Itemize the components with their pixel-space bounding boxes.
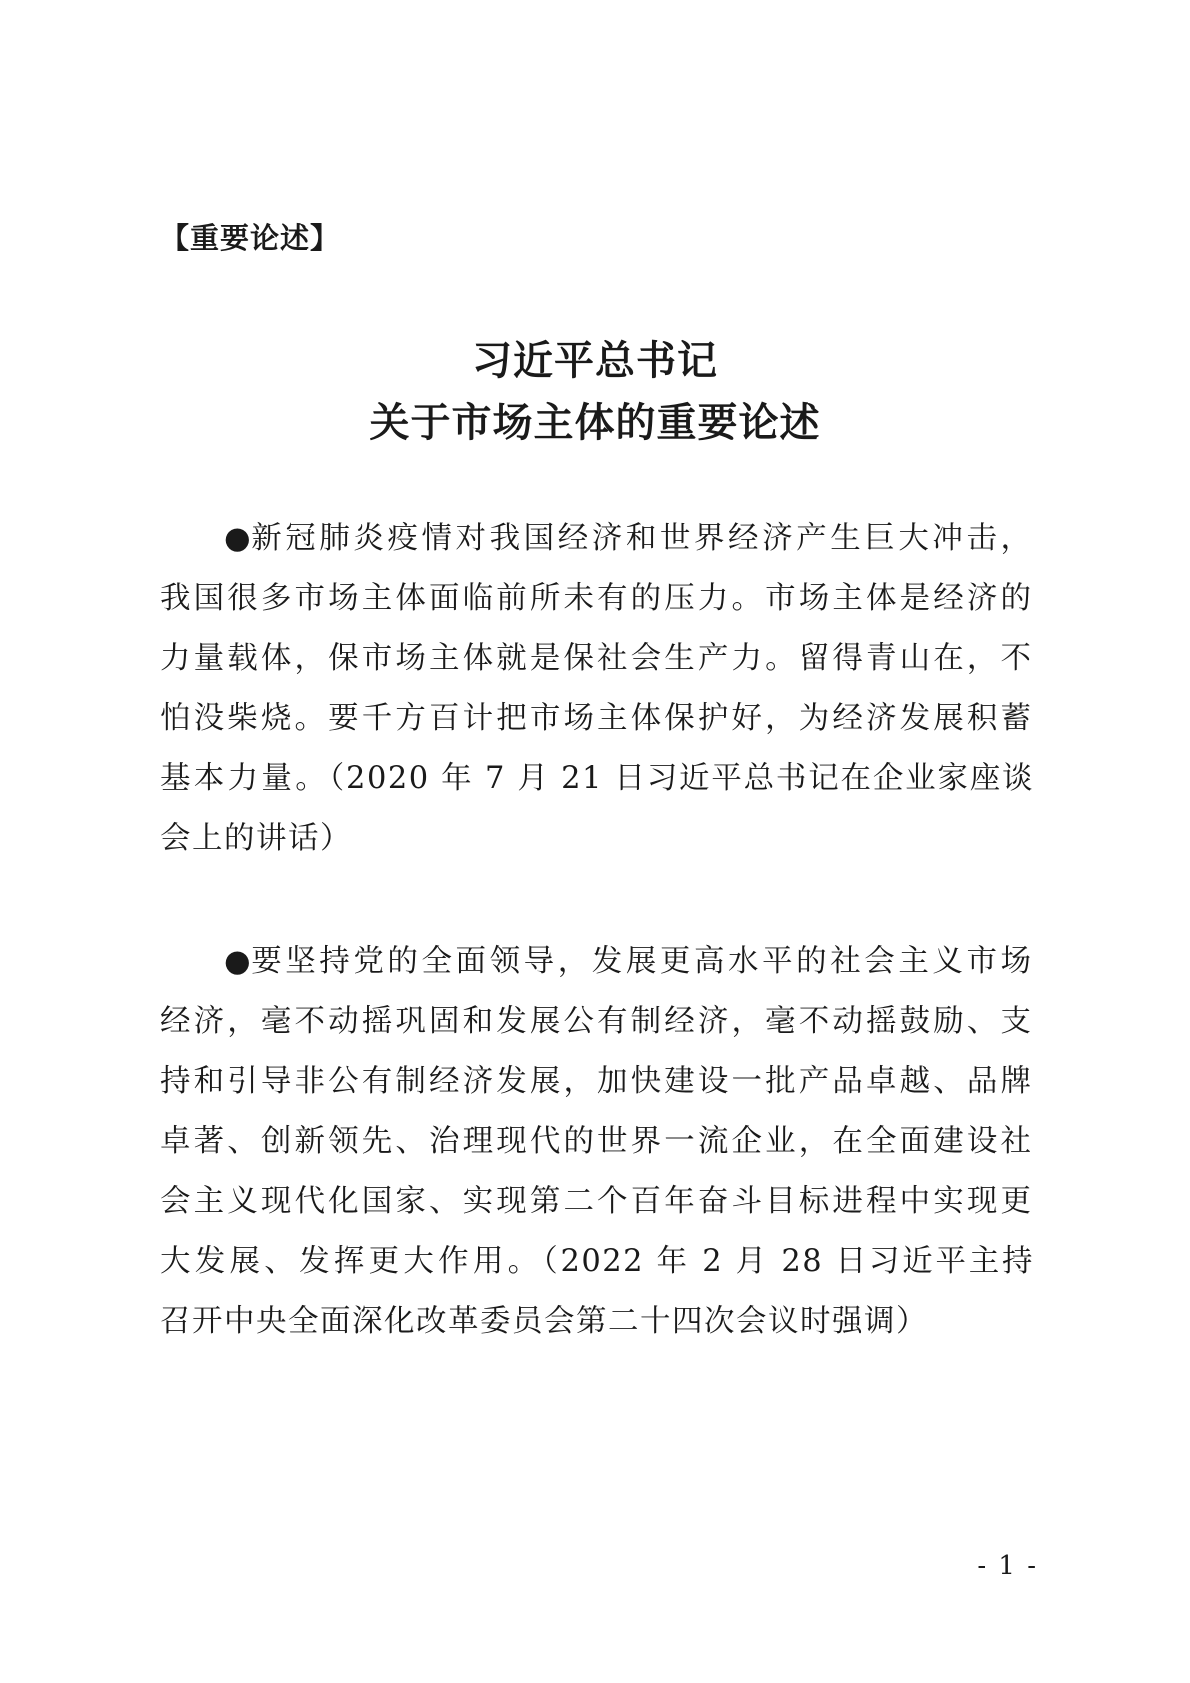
paragraph <box>160 932 1034 1352</box>
paragraph-source: （2020 年 7 月 21 日习近平总书记在企业家座谈会上的讲话） <box>160 761 1035 856</box>
bullet-icon: ● <box>224 944 252 979</box>
paragraph-text: 要坚持党的全面领导，发展更高水平的社会主义市场经济，毫不动摇巩固和发展公有制经济，毫不动摇鼓励、支持和引导非公有制经济发展，加快建设一批产品卓越、品牌卓著、创新领先、治理现代的世界一流企业，在全面建设社会主义现代化国家、实现第二个百年奋斗目标进程中实现更大发展、发挥更大作用。 <box>160 944 1035 1279</box>
page-number: - 1 - <box>977 1551 1038 1581</box>
paragraph-source: （2022 年 2 月 28 日习近平主持召开中央全面深化改革委员会第二十四次会议时强调） <box>160 1244 1035 1339</box>
bullet-icon: ● <box>224 521 252 556</box>
title-line-2: 关于市场主体的重要论述 <box>369 400 821 446</box>
paragraph-text: 新冠肺炎疫情对我国经济和世界经济产生巨大冲击，我国很多市场主体面临前所未有的压力。市场主体是经济的力量载体，保市场主体就是保社会生产力。留得青山在，不怕没柴烧。要千方百计把市场主体保护好，为经济发展积蓄基本力量。 <box>160 521 1035 796</box>
document-title <box>160 330 1030 454</box>
section-tag: 【重要论述】 <box>160 221 341 255</box>
title-line-1: 习近平总书记 <box>472 338 718 384</box>
paragraph <box>160 509 1034 869</box>
